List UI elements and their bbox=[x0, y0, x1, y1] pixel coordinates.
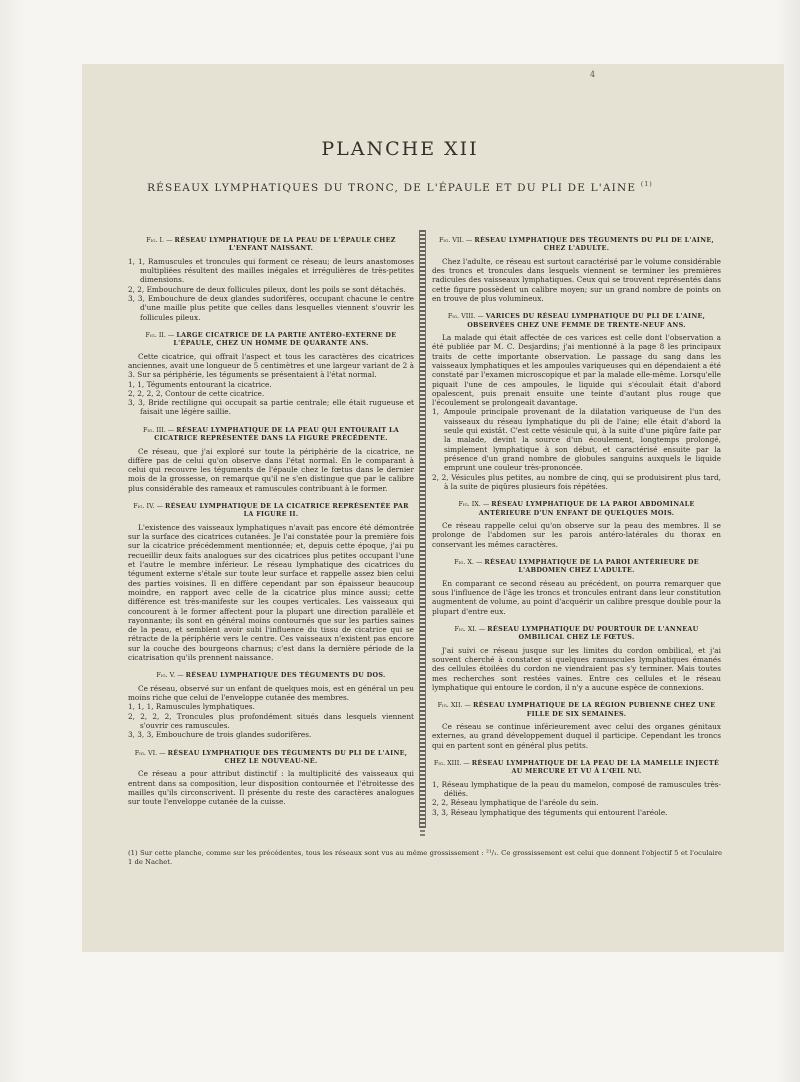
fig-1-item: 2, 2, Embouchure de deux follicules pileux, dont les poils se sont détachés. bbox=[128, 284, 406, 294]
fig-6-caption: RÉSEAU LYMPHATIQUE DES TÉGUMENTS DU PLI DE L'AINE, CHEZ LE NOUVEAU-NÉ. bbox=[167, 748, 408, 765]
fig-10-text: En comparant ce second réseau au précédent, on pourra remarquer que sous l'influence de l'âge les troncs et troncules entrant dans leur constitution augmentent de volume, au point d'acquérir un calibre presque double pour la plupart d'entre eux. bbox=[432, 578, 721, 616]
fig-12-text: Ce réseau se continue inférieurement avec celui des organes génitaux externes, au grand développement duquel il participe. Cependant les troncs qui en partent sont en général plus petits. bbox=[432, 721, 721, 750]
fig-1-caption: RÉSEAU LYMPHATIQUE DE LA PEAU DE L'ÉPAULE CHEZ L'ENFANT NAISSANT. bbox=[174, 236, 396, 253]
fig-11-number: Fig. XI. — bbox=[454, 624, 488, 633]
fig-10-number: Fig. X. — bbox=[454, 557, 485, 566]
fig-13-heading bbox=[432, 759, 721, 776]
fig-2-caption: LARGE CICATRICE DE LA PARTIE ANTÉRO-EXTERNE DE L'ÉPAULE, CHEZ UN HOMME DE QUARANTE ANS. bbox=[173, 330, 397, 348]
fig-6-text: Ce réseau a pour attribut distinctif : la multiplicité des vaisseaux qui entrent dans sa composition, leur disposition contournée et l'étroitesse des mailles qu'ils circonscrivent. Il présente du reste des caractères analogues sur toute l'enveloppe cutanée de la cuisse. bbox=[128, 769, 414, 807]
fig-5-item: 1, 1, 1, Ramuscules lymphatiques. bbox=[128, 702, 255, 712]
fig-11-heading bbox=[432, 625, 721, 642]
fig-9-heading bbox=[432, 500, 721, 517]
fig-9-number: Fig. IX. — bbox=[458, 500, 492, 509]
fig-2-number: Fig. II. — bbox=[145, 330, 177, 339]
fig-4-caption: RÉSEAU LYMPHATIQUE DE LA CICATRICE REPRÉSENTÉE PAR LA FIGURE II. bbox=[165, 502, 409, 519]
fig-4-number: Fig. IV. — bbox=[133, 502, 166, 511]
left-column bbox=[128, 232, 414, 807]
subtitle-note-ref: (1) bbox=[640, 181, 653, 188]
fig-5-number: Fig. V. — bbox=[156, 671, 186, 680]
fig-13-number: Fig. XIII. — bbox=[433, 758, 472, 767]
fig-6-heading bbox=[128, 749, 414, 766]
fig-7-heading bbox=[432, 236, 721, 253]
fig-9-caption: RÉSEAU LYMPHATIQUE DE LA PAROI ABDOMINALE ANTÉRIEURE D'UN ENFANT DE QUELQUES MOIS. bbox=[478, 500, 695, 517]
fig-3-caption: RÉSEAU LYMPHATIQUE DE LA PEAU QUI ENTOURAIT LA CICATRICE REPRÉSENTÉE DANS LA FIGURE PRÉCÉDENTE. bbox=[154, 425, 400, 443]
fig-2-item: 2, 2, 2, 2, Contour de cette cicatrice. bbox=[128, 388, 265, 398]
fig-8-item: 2, 2, Vésicules plus petites, au nombre de cinq, qui se produisirent plus tard, à la suite de piqûres plusieurs fois répétées. bbox=[432, 472, 721, 491]
fig-6-number: Fig. VI. — bbox=[134, 748, 168, 757]
fig-5-caption: RÉSEAU LYMPHATIQUE DES TÉGUMENTS DU DOS. bbox=[185, 671, 386, 680]
fig-1-heading bbox=[128, 236, 414, 253]
fig-3-text: Ce réseau, que j'ai exploré sur toute la périphérie de la cicatrice, ne diffère pas de celui qu'on observe dans l'état normal. En le comparant à celui qui recouvre les téguments de l'épaule chez le fœtus dans le dernier mois de la grossesse, on remarque qu'il ne s'en distingue que par le calibre plus considérable des rameaux et ramuscules contribuant à le former. bbox=[128, 446, 414, 493]
fig-10-heading bbox=[432, 558, 721, 575]
fig-8-item: 1, Ampoule principale provenant de la dilatation variqueuse de l'un des vaisseaux du réseau lymphatique du pli de l'aine; elle était d'abord la seule qui existât. C'est cette vésicule qui, à la suite d'une piqûre faite par la malade, devint la source d'un écoulement, longtemps prolongé, simplement lymphatique à son début, et caractérisé ensuite par la présence d'un grand nombre de globules sanguins auxquels le liquide emprunt une couleur très-prononcée. bbox=[432, 407, 721, 473]
fig-12-number: Fig. XII. — bbox=[437, 701, 473, 710]
fig-12-caption: RÉSEAU LYMPHATIQUE DE LA RÉGION PUBIENNE CHEZ UNE FILLE DE SIX SEMAINES. bbox=[472, 701, 716, 718]
fig-7-caption: RÉSEAU LYMPHATIQUE DES TÉGUMENTS DU PLI DE L'AINE, CHEZ L'ADULTE. bbox=[474, 236, 715, 253]
plate-title: PLANCHE XII bbox=[321, 138, 479, 160]
column-divider-tail bbox=[420, 828, 425, 836]
fig-1-item: 1, 1, Ramuscules et troncules qui forment ce réseau; de leurs anastomoses multipliées résultent des mailles inégales et irrégulières de très-petites dimensions. bbox=[128, 256, 414, 285]
fig-7-text: Chez l'adulte, ce réseau est surtout caractérisé par le volume considérable des troncs et troncules dans lesquels viennent se terminer les premières radicules des vaisseaux lymphatiques. Ceux qui se trouvent représentés dans cette figure possèdent un calibre moyen; sur un grand nombre de points on en trouve de plus volumineux. bbox=[432, 256, 721, 303]
fig-8-text: La malade qui était affectée de ces varices est celle dont l'observation a été publiée par M. C. Desjardins; j'ai mentionné à la page 8 les principaux traits de cette importante observation. Le passage du sang dans les vaisseaux lymphatiques et les ampoules variqueuses qui en dépendaient a été constaté par l'examen microscopique et par la malade elle-même. Lorsqu'elle piquait l'une de ces ampoules, le liquide qui s'écoulait était d'abord opalescent, puis prenait ensuite une teinte d'autant plus rouge que l'écoulement se prolongeait davantage. bbox=[432, 333, 721, 408]
fig-1-number: Fig. I. — bbox=[146, 236, 175, 244]
right-column bbox=[432, 232, 721, 817]
fig-9-text: Ce réseau rappelle celui qu'on observe sur la peau des membres. Il se prolonge de l'abdomen sur les parois antéro-latérales du thorax en conservant les mêmes caractères. bbox=[432, 520, 721, 549]
plate-subtitle bbox=[0, 181, 800, 194]
fig-8-heading bbox=[432, 312, 721, 329]
fig-13-item: 2, 2, Réseau lymphatique de l'aréole du sein. bbox=[432, 798, 599, 808]
fig-2-item: 1, 1, Téguments entourant la cicatrice. bbox=[128, 379, 272, 389]
fig-4-text: L'existence des vaisseaux lymphatiques n'avait pas encore été démontrée sur la surface des cicatrices cutanées. Je l'ai constatée pour la première fois sur la cicatrice précédemment mentionnée; et, depuis cette époque, j'ai pu recueillir deux faits analogues sur des cicatrices plus petites occupant l'une et l'autre le membre inférieur. Le réseau lymphatique des cicatrices du tégument externe s'étale sur toute leur surface et rappelle assez bien celui des parties voisines. Il en diffère cependant par son épaisseur beaucoup moindre, en rapport avec celle de la cicatrice plus mince aussi; cette différence est très-manifeste sur les coupes verticales. Les vaisseaux qui concourent à le former affectent pour la plupart une direction parallèle et rayonnante; ils sont en général moins contournés que sur les parties saines de la peau, et semblent avoir subi l'influence du tissu de cicatrice qui se rétracte de la périphérie vers le centre. Ces vaisseaux n'existent pas encore sur la couche des bourgeons charnus; c'est dans la dernière période de la cicatrisation qu'ils prennent naissance. bbox=[128, 522, 414, 663]
fig-5-item: 3, 3, 3, Embouchure de trois glandes sudorifères. bbox=[128, 730, 312, 740]
fig-5-text: Ce réseau, observé sur un enfant de quelques mois, est en général un peu moins riche que celui de l'enveloppe cutanée des membres. bbox=[128, 683, 414, 703]
fig-3-heading bbox=[128, 426, 414, 443]
fig-13-caption: RÉSEAU LYMPHATIQUE DE LA PEAU DE LA MAMELLE INJECTÉ AU MERCURE ET VU À L'ŒIL NU. bbox=[471, 758, 720, 776]
fig-11-text: J'ai suivi ce réseau jusque sur les limites du cordon ombilical, et j'ai souvent cherché à constater si quelques ramuscules lymphatiques émanés des cellules étoilées du cordon ne viendraient pas s'y terminer. Mais toutes mes recherches sont restées vaines. Entre ces cellules et le réseau lymphatique qui entoure le cordon, il n'y a aucune espèce de connexions. bbox=[432, 645, 721, 692]
fig-13-item: 1, Réseau lymphatique de la peau du mamelon, composé de ramuscules très-déliés. bbox=[432, 779, 721, 798]
column-divider bbox=[420, 230, 425, 828]
fig-7-number: Fig. VII. — bbox=[438, 236, 475, 244]
fig-8-number: Fig. VIII. — bbox=[447, 312, 486, 321]
fig-2-text: Cette cicatrice, qui offrait l'aspect et tous les caractères des cicatrices anciennes, avait une longueur de 5 centimètres et une largeur variant de 2 à 3. Sur sa périphérie, les téguments se présentaient à l'état normal. bbox=[128, 351, 414, 380]
fig-2-item: 3, 3, Bride rectiligne qui occupait sa partie centrale; elle était rugueuse et faisait une légère saillie. bbox=[128, 398, 414, 417]
fig-13-item: 3, 3, Réseau lymphatique des téguments qui entourent l'aréole. bbox=[432, 807, 668, 817]
fig-5-heading bbox=[128, 671, 414, 679]
fig-3-number: Fig. III. — bbox=[142, 425, 177, 434]
fig-1-item: 3, 3, Embouchure de deux glandes sudorifères, occupant chacune le centre d'une maille plus petite que celles dans lesquelles viennent s'ouvrir les follicules pileux. bbox=[128, 294, 414, 322]
fig-8-caption: VARICES DU RÉSEAU LYMPHATIQUE DU PLI DE L'AINE, OBSERVÉES CHEZ UNE FEMME DE TRENTE-NEUF ANS. bbox=[467, 312, 706, 329]
fig-2-heading bbox=[128, 331, 414, 348]
fig-10-caption: RÉSEAU LYMPHATIQUE DE LA PAROI ANTÉRIEURE DE L'ABDOMEN CHEZ L'ADULTE. bbox=[484, 557, 699, 575]
fig-5-item: 2, 2, 2, 2, Troncules plus profondément situés dans lesquels viennent s'ouvrir ces ramuscules. bbox=[128, 711, 414, 730]
plate-footnote: (1) Sur cette planche, comme sur les précédentes, tous les réseaux sont vus au même grossissement : ²¹/₁. Ce grossissement est celui que donnent l'objectif 5 et l'oculaire 1 de Nachet. bbox=[128, 849, 722, 866]
fig-12-heading bbox=[432, 701, 721, 718]
fig-11-caption: RÉSEAU LYMPHATIQUE DU POURTOUR DE L'ANNEAU OMBILICAL CHEZ LE FŒTUS. bbox=[487, 624, 699, 642]
fig-4-heading bbox=[128, 502, 414, 519]
page-mark: 4 bbox=[590, 70, 596, 79]
subtitle-text: RÉSEAUX LYMPHATIQUES DU TRONC, DE L'ÉPAULE ET DU PLI DE L'AINE bbox=[147, 182, 637, 194]
